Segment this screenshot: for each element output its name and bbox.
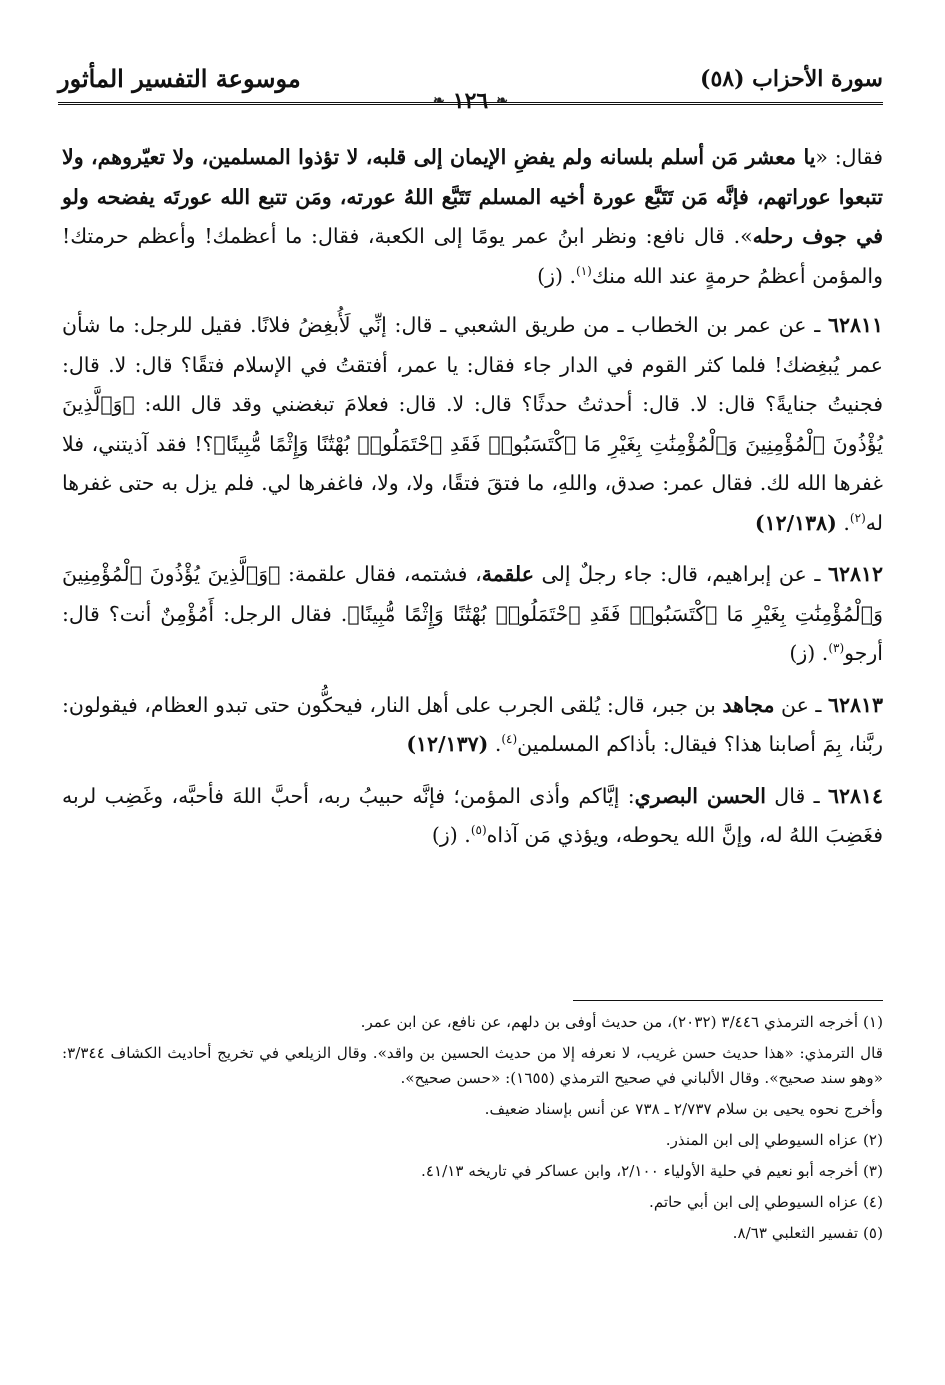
- text-segment: يا معشر مَن أسلم بلسانه ولم يفضِ الإيمان إلى قلبه، لا تؤذوا المسلمين، ولا تعيّروهم، ولا تتبعوا عوراتهم، فإنَّه مَن تَتَبَّع عورة أخيه المسلم تَتَبَّع اللهُ عورته، ومَن تتبع الله عورتَه يفضحه ولو في جوف رحله: [62, 145, 883, 248]
- page-number: ١٢٦: [452, 88, 489, 114]
- text-segment: . (ز): [431, 823, 471, 847]
- paragraph: [62, 138, 883, 296]
- volume-reference: (١٢/١٣٨): [754, 510, 837, 535]
- footnote-marker: (٣): [828, 641, 845, 656]
- ornament-icon: ❧: [496, 93, 508, 109]
- paragraph: [62, 777, 883, 856]
- text-segment: مجاهد: [722, 692, 775, 717]
- text-segment: ٦٢٨١٣: [827, 692, 883, 717]
- text-segment: : إيَّاكم وأذى المؤمن؛ فإنَّه حبيبُ ربه، أحبَّ اللهَ فأحبَّه، وغَضِب لربه فغَضِبَ اللهُ له، وإنَّ الله يحوطه، ويؤذي مَن آذاه: [62, 783, 883, 847]
- main-text: [62, 138, 883, 868]
- paragraph: [62, 555, 883, 674]
- text-segment: ، فشتمه، فقال علقمة:: [280, 562, 482, 586]
- footnote-marker: (٥): [470, 823, 487, 838]
- page-number-block: [433, 88, 508, 114]
- text-segment: ـ عن عمر بن الخطاب ـ من طريق الشعبي ـ قال: إنِّي لَأُبغِضُ فلانًا. فقيل للرجل: ما شأن عمر يُبغِضك! فلما كثر القوم في الدار جاء فقال: يا عمر، أفتقتُ في الإسلام فتقًا؟ قال: لا. قال: فجنيتُ جنايةً؟ قال: لا. قال: أحدثتُ حدثًا؟ قال: لا. قال: فعلامَ تبغضني وقد قال الله:: [62, 313, 883, 416]
- text-segment: ـ عن: [774, 692, 828, 717]
- footnote-line: (١) أخرجه الترمذي ٣/٤٤٦ (٢٠٣٢)، من حديث أوفى بن دلهم، عن نافع، عن ابن عمر.: [360, 1013, 883, 1031]
- ornament-icon: ❧: [433, 93, 445, 109]
- footnote-marker: (١): [576, 263, 592, 278]
- text-segment: علقمة: [481, 562, 534, 586]
- footnote-marker: (٤): [501, 732, 518, 747]
- footnote-separator: [573, 1000, 883, 1001]
- footnote-line: (٣) أخرجه أبو نعيم في حلية الأولياء ٢/١٠٠، وابن عساكر في تاريخه ٤١/١٣.: [421, 1162, 883, 1180]
- footnotes: [62, 1010, 883, 1252]
- text-segment: الحسن البصري: [634, 783, 766, 808]
- text-segment: ـ قال: [765, 783, 828, 808]
- paragraph: [62, 306, 883, 543]
- quran-verse: ﴿وَٱلَّذِينَ يُؤْذُونَ ٱلْمُؤْمِنِينَ وَٱلْمُؤْمِنَٰتِ بِغَيْرِ مَا ٱكْتَسَبُوا۟ فَقَدِ ٱحْتَمَلُوا۟ بُهْتَٰنًا وَإِثْمًا مُّبِينًا﴾: [62, 392, 883, 456]
- footnote-line: (٢) عزاه السيوطي إلى ابن المنذر.: [665, 1131, 883, 1149]
- text-segment: . فقال الرجل: أَمُؤْمِنٌ أنت؟ قال: أرجو: [62, 601, 883, 665]
- text-segment: ٦٢٨١٢: [827, 562, 884, 586]
- text-segment: ؟! فقد آذيتني، فلا غفرها الله لك. فقال عمر: صدق، واللهِ، ما فتقَ فتقًا، ولا، ولا، فاغفرها لي. فلم يزل به حتى غفرها له: [62, 431, 883, 535]
- text-segment: .: [488, 732, 502, 756]
- text-segment: فقال: «: [815, 145, 883, 169]
- text-segment: ٦٢٨١١: [827, 313, 883, 337]
- text-segment: ». قال نافع: ونظر ابنُ عمر يومًا إلى الكعبة، فقال: ما أعظمك! وأعظم حرمتك! والمؤمن أعظمُ حرمةٍ عند الله منك: [62, 224, 883, 288]
- quran-verse: ﴿وَٱلَّذِينَ يُؤْذُونَ ٱلْمُؤْمِنِينَ وَٱلْمُؤْمِنَٰتِ بِغَيْرِ مَا ٱكْتَسَبُوا۟ فَقَدِ ٱحْتَمَلُوا۟ بُهْتَٰنًا وَإِثْمًا مُّبِينًا﴾: [62, 562, 883, 626]
- text-segment: ـ عن إبراهيم، قال: جاء رجلٌ إلى: [533, 562, 828, 586]
- footnote-line: وأخرج نحوه يحيى بن سلام ٢/٧٣٧ ـ ٧٣٨ عن أنس بإسناد ضعيف.: [484, 1100, 883, 1118]
- footnote-line: (٥) تفسير الثعلبي ٨/٦٣.: [732, 1224, 883, 1242]
- footnote-line: قال الترمذي: «هذا حديث حسن غريب، لا نعرفه إلا من حديث الحسين بن واقد». وقال الزيلعي في تخريج أحاديث الكشاف ٣/٣٤٤: «وهو سند صحيح». وقال الألباني في صحيح الترمذي (١٦٥٥): «حسن صحيح».: [62, 1044, 883, 1087]
- surah-title: سورة الأحزاب (٥٨): [700, 66, 883, 92]
- header-rule: [58, 102, 883, 105]
- text-segment: . (ز): [537, 263, 577, 288]
- text-segment: ٦٢٨١٤: [827, 783, 883, 808]
- text-segment: . (ز): [789, 641, 829, 665]
- footnote-line: (٤) عزاه السيوطي إلى ابن أبي حاتم.: [649, 1193, 883, 1211]
- book-title: موسوعة التفسير المأثور: [58, 64, 301, 93]
- paragraph: [62, 686, 883, 765]
- footnote-marker: (٢): [849, 510, 866, 525]
- text-segment: بن جبر، قال: يُلقى الجرب على أهل النار، فيحكُّون حتى تبدو العظام، فيقولون: ربَّنا، بِمَ أصابنا هذا؟ فيقال: بأذاكم المسلمين: [62, 692, 883, 756]
- volume-reference: (١٢/١٣٧): [406, 732, 489, 756]
- text-segment: .: [836, 510, 850, 535]
